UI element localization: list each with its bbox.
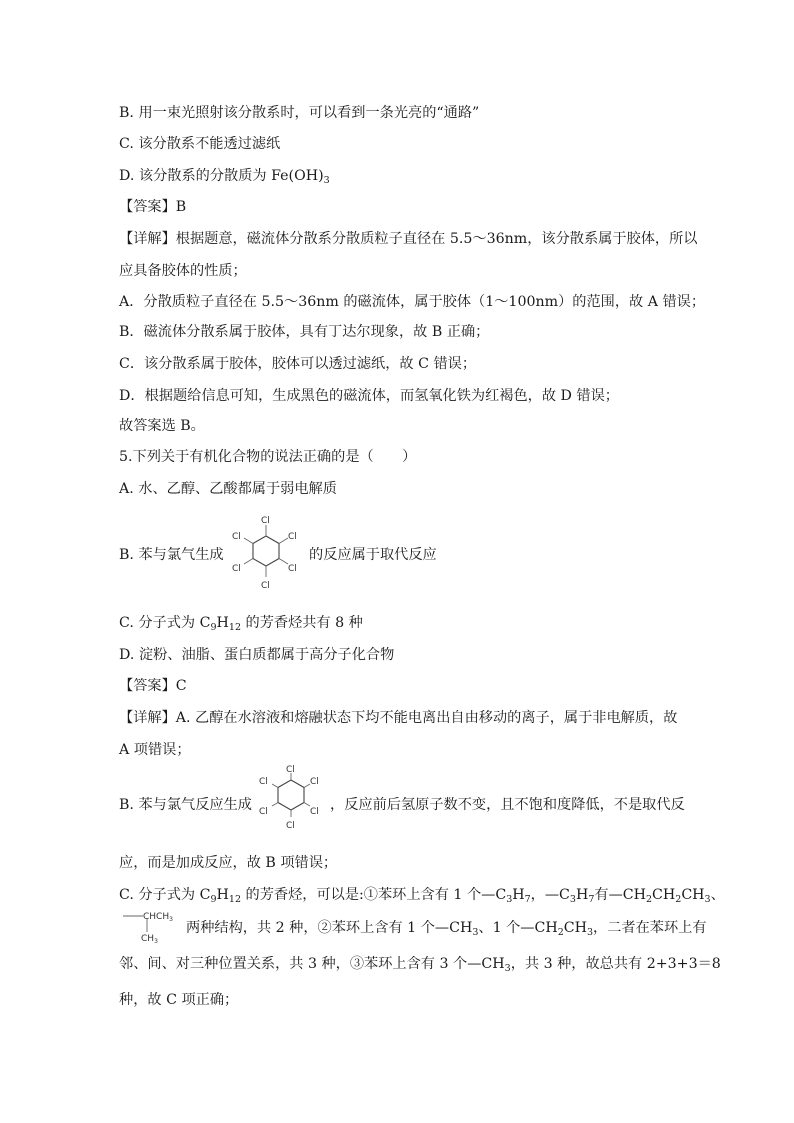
explanation-line bbox=[119, 292, 705, 312]
text: C. 分子式为 C bbox=[119, 887, 211, 903]
text: H bbox=[512, 887, 525, 903]
subscript: 3 bbox=[323, 175, 330, 186]
chlorine-label: Cl bbox=[261, 516, 270, 526]
text: 【详解】A. 乙醇在水溶液和熔融状态下均不能电离出自由移动的离子，属于非电解质，故 bbox=[119, 710, 678, 726]
text: A. 水、乙醇、乙酸都属于弱电解质 bbox=[119, 481, 337, 497]
subscript: 3 bbox=[472, 927, 479, 938]
subscript: 2 bbox=[645, 894, 653, 905]
subscript: 3 bbox=[569, 894, 576, 905]
option-c-line bbox=[119, 134, 280, 154]
q5-option-a bbox=[119, 479, 337, 499]
text: H bbox=[575, 887, 589, 903]
text: ，反应前后氢原子数不变，且不饱和度降低，不是取代反 bbox=[330, 797, 685, 813]
answer-label bbox=[119, 676, 187, 696]
text: 种，故 C 项正确； bbox=[119, 992, 239, 1008]
text: A．分散质粒子直径在 5.5～36nm 的磁流体，属于胶体（1～100nm）的范围，故 A 错误； bbox=[119, 294, 706, 310]
chlorine-label: Cl bbox=[310, 777, 319, 787]
chlorine-label: Cl bbox=[259, 807, 268, 817]
text: 故答案选 B。 bbox=[119, 418, 205, 434]
text: 的芳香烃，可以是:①苯环上含有 1 个—C bbox=[241, 887, 507, 903]
subscript: 3 bbox=[504, 963, 511, 974]
text: 【答案】C bbox=[119, 678, 187, 694]
explanation-line bbox=[186, 918, 707, 938]
explanation-line bbox=[119, 708, 677, 728]
subscript: 7 bbox=[588, 894, 595, 905]
text: ，二者在苯环上有 bbox=[593, 920, 707, 936]
text: 的芳香烃共有 8 种 bbox=[241, 615, 363, 631]
text: C. 分子式为 C bbox=[119, 615, 211, 631]
subscript: 2 bbox=[557, 927, 564, 938]
text: 的反应属于取代反应 bbox=[309, 547, 437, 563]
svg-text:CHCH3 bbox=[143, 912, 173, 923]
chlorine-label: Cl bbox=[288, 532, 297, 542]
explanation-line bbox=[119, 954, 721, 974]
text: A 项错误； bbox=[119, 742, 191, 758]
q5-option-d bbox=[119, 645, 394, 665]
subscript: 7 bbox=[524, 894, 531, 905]
subscript: 9 bbox=[210, 622, 217, 633]
text: C．该分散系属于胶体，胶体可以透过滤纸，故 C 错误； bbox=[119, 356, 477, 372]
text: 邻、间、对三种位置关系，共 3 种，③苯环上含有 3 个—CH bbox=[119, 956, 505, 972]
text: 应，而是加成反应，故 B 项错误； bbox=[119, 855, 338, 871]
text: D．根据题给信息可知，生成黑色的磁流体，而氢氧化铁为红褐色，故 D 错误； bbox=[119, 388, 619, 404]
text: H bbox=[216, 615, 229, 631]
text: D. 该分散系的分散质为 Fe(OH) bbox=[119, 168, 324, 184]
explanation-line bbox=[119, 740, 191, 760]
explanation-line bbox=[119, 795, 252, 815]
text: 、 bbox=[710, 887, 725, 903]
chlorine-label: Cl bbox=[288, 564, 297, 574]
text: 【答案】B bbox=[119, 199, 187, 215]
subscript: 12 bbox=[228, 622, 241, 633]
text: 两种结构，共 2 种，②苯环上含有 1 个—CH bbox=[186, 920, 473, 936]
text: CH bbox=[681, 887, 705, 903]
text: B. 用一束光照射该分散系时，可以看到一条光亮的“通路” bbox=[119, 105, 480, 121]
option-d-line bbox=[119, 166, 330, 186]
subscript: 3 bbox=[506, 894, 513, 905]
subscript: 3 bbox=[704, 894, 711, 905]
subscript: 12 bbox=[228, 894, 241, 905]
chlorine-label: Cl bbox=[232, 564, 241, 574]
text: 有—CH bbox=[594, 887, 646, 903]
text: ，—C bbox=[530, 887, 570, 903]
text: B．磁流体分散系属于胶体，具有丁达尔现象，故 B 正确； bbox=[119, 324, 490, 340]
q5-option-b-tail bbox=[309, 545, 437, 565]
isopropyl-structure bbox=[121, 906, 183, 946]
svg-text:CH3 bbox=[141, 934, 158, 945]
isopropyl-bottom: CH bbox=[141, 934, 155, 944]
text: ，共 3 种，故总共有 2+3+3＝8 bbox=[510, 956, 721, 972]
option-b-line bbox=[119, 103, 479, 123]
text: 【详解】根据题意，磁流体分散系分散质粒子直径在 5.5～36nm，该分散系属于胶体，所以 bbox=[119, 231, 698, 247]
subscript: 3 bbox=[169, 916, 173, 923]
text: B. 苯与氯气生成 bbox=[119, 547, 224, 563]
text: 应具备胶体的性质； bbox=[119, 263, 247, 279]
text: CH bbox=[563, 920, 587, 936]
question-5-stem bbox=[119, 447, 416, 467]
explanation-line bbox=[119, 885, 725, 905]
explanation-line bbox=[119, 386, 619, 406]
explanation-line bbox=[119, 416, 205, 436]
explanation-line bbox=[119, 261, 247, 281]
text: 、1 个—CH bbox=[478, 920, 558, 936]
chlorine-label: Cl bbox=[261, 581, 270, 591]
explanation-line bbox=[119, 322, 489, 342]
text: C. 该分散系不能透过滤纸 bbox=[119, 136, 281, 152]
chlorine-label: Cl bbox=[259, 777, 268, 787]
q5-option-b bbox=[119, 545, 224, 565]
subscript: 3 bbox=[154, 938, 158, 945]
explanation-line-tail bbox=[330, 795, 685, 815]
chlorine-label: Cl bbox=[286, 821, 295, 831]
q5-option-c bbox=[119, 613, 363, 633]
explanation-line bbox=[119, 229, 697, 249]
hexachlorocyclohexane-structure bbox=[253, 764, 329, 838]
subscript: 2 bbox=[675, 894, 682, 905]
chlorine-label: Cl bbox=[310, 807, 319, 817]
text: D. 淀粉、油脂、蛋白质都属于高分子化合物 bbox=[119, 647, 395, 663]
explanation-line bbox=[119, 354, 476, 374]
chlorine-label: Cl bbox=[286, 765, 295, 775]
isopropyl-top: CHCH bbox=[143, 912, 170, 922]
text: B. 苯与氯气反应生成 bbox=[119, 797, 252, 813]
subscript: 3 bbox=[586, 927, 594, 938]
subscript: 9 bbox=[210, 894, 217, 905]
text: CH bbox=[652, 887, 676, 903]
text: 5.下列关于有机化合物的说法正确的是（ ） bbox=[119, 449, 417, 465]
explanation-line bbox=[119, 990, 238, 1010]
answer-label bbox=[119, 197, 186, 217]
text: H bbox=[216, 887, 229, 903]
hexachlorocyclohexane-structure bbox=[228, 510, 304, 600]
explanation-line bbox=[119, 853, 337, 873]
chlorine-label: Cl bbox=[232, 532, 241, 542]
